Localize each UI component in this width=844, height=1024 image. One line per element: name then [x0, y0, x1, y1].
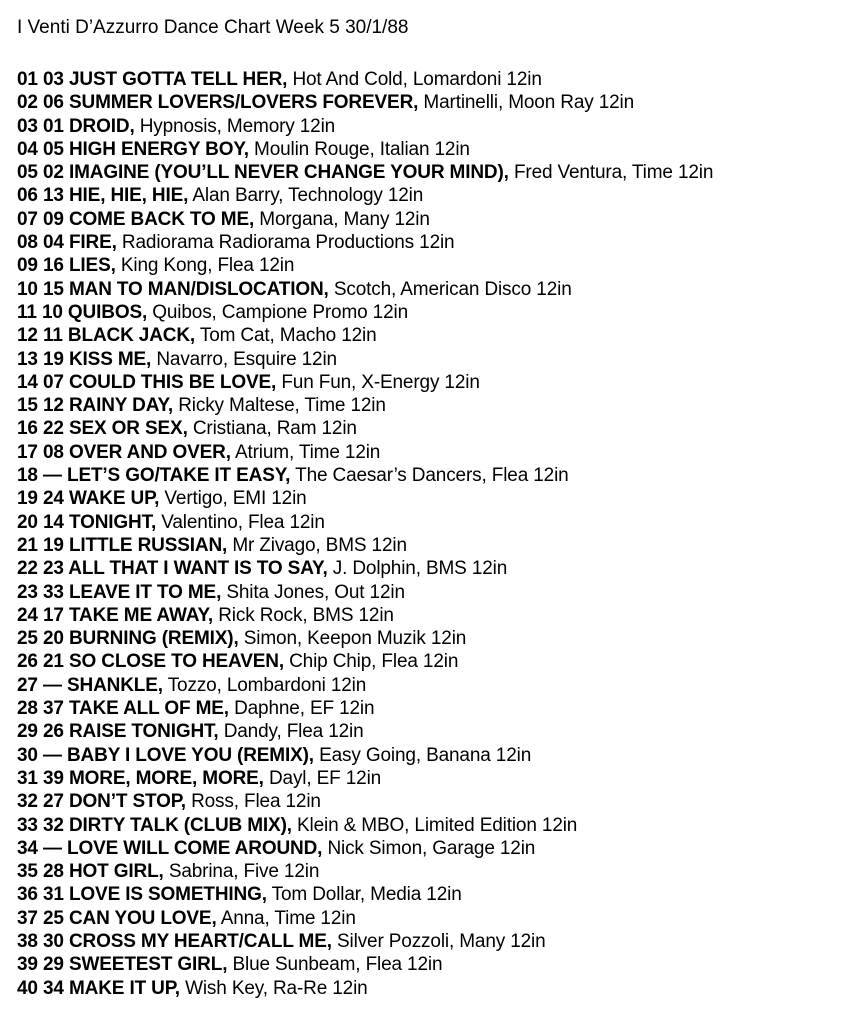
chart-entry	[17, 581, 838, 604]
entry-heading	[17, 558, 328, 579]
entry-previous-position: 31	[42, 884, 64, 906]
entry-song-title: HOT GIRL,	[68, 861, 164, 883]
entry-position: 10	[17, 278, 38, 300]
entry-previous-position: 39	[42, 767, 64, 789]
entry-position: 05	[17, 162, 38, 184]
entry-song-title: BURNING (REMIX),	[68, 628, 239, 650]
entry-song-title: WAKE UP,	[68, 488, 160, 510]
chart-entry	[17, 650, 838, 673]
entry-heading	[17, 116, 135, 137]
entry-heading	[17, 349, 151, 370]
entry-artist-label: Alan Barry, Technology 12in	[192, 185, 424, 207]
entry-position: 33	[17, 814, 38, 836]
entry-previous-position: 27	[42, 791, 64, 813]
chart-list	[17, 68, 838, 1000]
entry-song-title: BLACK JACK,	[67, 325, 196, 347]
entry-artist-label: Valentino, Flea 12in	[161, 511, 325, 533]
entry-previous-position: 03	[42, 69, 64, 90]
entry-position: 18	[17, 465, 38, 487]
entry-artist-label: Vertigo, EMI 12in	[164, 488, 307, 510]
entry-previous-position: 24	[42, 488, 64, 510]
entry-song-title: KISS ME,	[68, 348, 152, 370]
entry-position: 08	[17, 232, 38, 254]
entry-song-title: TONIGHT,	[68, 511, 157, 533]
entry-previous-position: 21	[42, 651, 64, 673]
entry-song-title: RAINY DAY,	[68, 395, 174, 417]
entry-heading	[17, 675, 163, 696]
entry-artist-label: Klein & MBO, Limited Edition 12in	[297, 814, 578, 836]
entry-heading	[17, 92, 418, 113]
entry-artist-label: Quibos, Campione Promo 12in	[152, 301, 409, 323]
entry-heading	[17, 838, 322, 859]
chart-entry	[17, 860, 838, 883]
chart-entry	[17, 138, 838, 161]
entry-heading	[17, 605, 213, 626]
chart-entry	[17, 883, 838, 906]
entry-previous-position: 26	[42, 721, 64, 743]
entry-artist-label: Hypnosis, Memory 12in	[139, 115, 336, 137]
entry-heading	[17, 209, 254, 230]
entry-song-title: LEAVE IT TO ME,	[68, 581, 222, 603]
entry-previous-position: 22	[42, 418, 64, 440]
entry-artist-label: Dayl, EF 12in	[268, 767, 382, 789]
entry-artist-label: Daphne, EF 12in	[234, 698, 375, 720]
entry-previous-position: 20	[42, 628, 64, 650]
chart-entry	[17, 487, 838, 510]
entry-heading	[17, 931, 332, 952]
chart-entry	[17, 627, 838, 650]
entry-position: 17	[17, 441, 38, 463]
entry-position: 21	[17, 534, 38, 556]
chart-entry	[17, 371, 838, 394]
entry-previous-position: 02	[42, 162, 64, 184]
entry-heading	[17, 139, 249, 160]
entry-heading	[17, 372, 276, 393]
entry-heading	[17, 395, 173, 416]
entry-previous-position: 01	[42, 115, 64, 137]
chart-entry	[17, 767, 838, 790]
entry-position: 09	[17, 255, 38, 277]
document-page	[17, 16, 838, 1000]
chart-entry	[17, 744, 838, 767]
entry-heading	[17, 628, 239, 649]
entry-artist-label: Ross, Flea 12in	[191, 791, 321, 813]
entry-song-title: RAISE TONIGHT,	[68, 721, 219, 743]
entry-heading	[17, 325, 195, 346]
chart-entry	[17, 790, 838, 813]
chart-entry	[17, 394, 838, 417]
entry-position: 27	[17, 674, 38, 696]
entry-artist-label: Mr Zivago, BMS 12in	[232, 534, 407, 556]
entry-position: 34	[17, 837, 38, 859]
entry-artist-label: Easy Going, Banana 12in	[319, 744, 532, 766]
chart-entry	[17, 254, 838, 277]
entry-song-title: CROSS MY HEART/CALL ME,	[68, 930, 332, 952]
entry-song-title: LET’S GO/TAKE IT EASY,	[66, 465, 291, 487]
entry-heading	[17, 582, 221, 603]
entry-position: 31	[17, 767, 38, 789]
entry-heading	[17, 721, 219, 742]
chart-entry	[17, 208, 838, 231]
entry-heading	[17, 185, 188, 206]
entry-heading	[17, 279, 329, 300]
entry-song-title: LIES,	[68, 255, 116, 277]
chart-entry	[17, 977, 838, 1000]
entry-song-title: SWEETEST GIRL,	[68, 954, 228, 976]
entry-heading	[17, 884, 267, 905]
entry-previous-position: 32	[42, 814, 64, 836]
entry-artist-label: Chip Chip, Flea 12in	[289, 651, 459, 673]
entry-heading	[17, 768, 264, 789]
entry-position: 19	[17, 488, 38, 510]
entry-artist-label: Wish Key, Ra-Re 12in	[185, 977, 368, 999]
entry-artist-label: Dandy, Flea 12in	[223, 721, 364, 743]
entry-artist-label: J. Dolphin, BMS 12in	[332, 558, 508, 580]
entry-artist-label: Cristiana, Ram 12in	[192, 418, 357, 440]
entry-previous-position: 05	[42, 138, 64, 160]
entry-previous-position: 37	[42, 698, 64, 720]
entry-song-title: ALL THAT I WANT IS TO SAY,	[68, 558, 328, 580]
chart-entry	[17, 604, 838, 627]
chart-entry	[17, 953, 838, 976]
entry-position: 38	[17, 930, 38, 952]
entry-position: 15	[17, 395, 38, 417]
entry-heading	[17, 815, 292, 836]
entry-artist-label: Tom Dollar, Media 12in	[271, 884, 462, 906]
entry-song-title: LOVE IS SOMETHING,	[68, 884, 267, 906]
entry-position: 37	[17, 907, 38, 929]
chart-entry	[17, 68, 838, 91]
entry-position: 06	[17, 185, 38, 207]
entry-previous-position: 19	[42, 348, 64, 370]
entry-heading	[17, 302, 147, 323]
page-title: I Venti D’Azzurro Dance Chart Week 5 30/1/88	[17, 17, 409, 38]
entry-artist-label: Martinelli, Moon Ray 12in	[423, 92, 635, 114]
entry-song-title: DROID,	[68, 115, 135, 137]
chart-entry	[17, 814, 838, 837]
entry-previous-position: 12	[42, 395, 64, 417]
chart-entry	[17, 441, 838, 464]
entry-heading	[17, 861, 164, 882]
entry-position: 03	[17, 115, 38, 137]
entry-position: 39	[17, 954, 38, 976]
entry-heading	[17, 745, 314, 766]
chart-entry	[17, 231, 838, 254]
entry-artist-label: Navarro, Esquire 12in	[156, 348, 337, 370]
chart-entry	[17, 697, 838, 720]
entry-position: 20	[17, 511, 38, 533]
entry-song-title: SUMMER LOVERS/LOVERS FOREVER,	[68, 92, 419, 114]
entry-artist-label: Silver Pozzoli, Many 12in	[337, 930, 546, 952]
entry-artist-label: King Kong, Flea 12in	[120, 255, 295, 277]
chart-entry	[17, 91, 838, 114]
entry-previous-position: 28	[42, 861, 64, 883]
chart-entry	[17, 324, 838, 347]
entry-position: 22	[17, 558, 38, 580]
entry-position: 11	[17, 301, 37, 323]
entry-artist-label: Moulin Rouge, Italian 12in	[254, 138, 470, 160]
entry-song-title: MORE, MORE, MORE,	[68, 767, 264, 789]
entry-position: 02	[17, 92, 38, 114]
chart-entry	[17, 674, 838, 697]
entry-song-title: DON’T STOP,	[68, 791, 186, 813]
entry-artist-label: Hot And Cold, Lomardoni 12in	[292, 69, 542, 90]
entry-heading	[17, 255, 116, 276]
entry-previous-position: —	[42, 465, 62, 487]
entry-song-title: IMAGINE (YOU’LL NEVER CHANGE YOUR MIND),	[68, 162, 509, 184]
entry-artist-label: Simon, Keepon Muzik 12in	[243, 628, 467, 650]
entry-previous-position: —	[42, 674, 62, 696]
entry-position: 26	[17, 651, 38, 673]
entry-heading	[17, 698, 229, 719]
entry-song-title: SO CLOSE TO HEAVEN,	[68, 651, 284, 673]
chart-entry	[17, 348, 838, 371]
entry-previous-position: 16	[42, 255, 64, 277]
entry-artist-label: Fred Ventura, Time 12in	[513, 162, 714, 184]
entry-heading	[17, 512, 156, 533]
entry-artist-label: Ricky Maltese, Time 12in	[178, 395, 386, 417]
entry-previous-position: 14	[42, 511, 64, 533]
chart-entry	[17, 534, 838, 557]
entry-song-title: TAKE ME AWAY,	[68, 604, 214, 626]
entry-position: 12	[17, 325, 38, 347]
entry-position: 24	[17, 604, 38, 626]
chart-entry	[17, 907, 838, 930]
entry-artist-label: Anna, Time 12in	[220, 907, 356, 929]
entry-position: 35	[17, 861, 38, 883]
entry-heading	[17, 442, 231, 463]
entry-position: 36	[17, 884, 38, 906]
entry-heading	[17, 791, 186, 812]
entry-position: 32	[17, 791, 38, 813]
entry-position: 40	[17, 977, 38, 999]
entry-heading	[17, 535, 227, 556]
entry-song-title: LOVE WILL COME AROUND,	[66, 837, 323, 859]
entry-artist-label: Morgana, Many 12in	[259, 208, 430, 230]
entry-previous-position: 07	[42, 371, 64, 393]
entry-song-title: MAKE IT UP,	[68, 977, 180, 999]
entry-position: 25	[17, 628, 38, 650]
entry-heading	[17, 651, 284, 672]
chart-entry	[17, 161, 838, 184]
chart-entry	[17, 115, 838, 138]
chart-entry	[17, 278, 838, 301]
entry-song-title: MAN TO MAN/DISLOCATION,	[68, 278, 329, 300]
entry-previous-position: 06	[42, 92, 64, 114]
entry-previous-position: 17	[42, 604, 64, 626]
entry-artist-label: Shita Jones, Out 12in	[226, 581, 405, 603]
entry-previous-position: 15	[42, 278, 64, 300]
entry-previous-position: 08	[42, 441, 64, 463]
entry-artist-label: Scotch, American Disco 12in	[333, 278, 572, 300]
entry-previous-position: 23	[42, 558, 64, 580]
entry-previous-position: 30	[42, 930, 64, 952]
entry-position: 30	[17, 744, 38, 766]
entry-previous-position: 11	[42, 325, 63, 347]
entry-song-title: HIGH ENERGY BOY,	[68, 138, 249, 160]
entry-previous-position: 29	[42, 954, 64, 976]
entry-heading	[17, 908, 217, 929]
entry-position: 14	[17, 371, 38, 393]
chart-entry	[17, 837, 838, 860]
entry-position: 07	[17, 208, 38, 230]
entry-previous-position: 25	[42, 907, 64, 929]
entry-song-title: DIRTY TALK (CLUB MIX),	[68, 814, 292, 836]
entry-artist-label: Atrium, Time 12in	[234, 441, 381, 463]
chart-entry	[17, 417, 838, 440]
chart-entry	[17, 464, 838, 487]
entry-position: 13	[17, 348, 38, 370]
chart-entry	[17, 720, 838, 743]
entry-previous-position: 33	[42, 581, 64, 603]
entry-song-title: COULD THIS BE LOVE,	[68, 371, 277, 393]
entry-artist-label: Radiorama Radiorama Productions 12in	[121, 232, 455, 254]
entry-position: 04	[17, 138, 38, 160]
entry-song-title: OVER AND OVER,	[68, 441, 231, 463]
entry-song-title: COME BACK TO ME,	[68, 208, 255, 230]
entry-song-title: SHANKLE,	[66, 674, 163, 696]
entry-previous-position: 09	[42, 208, 64, 230]
entry-song-title: CAN YOU LOVE,	[68, 907, 217, 929]
entry-previous-position: —	[42, 744, 62, 766]
entry-artist-label: Rick Rock, BMS 12in	[218, 604, 394, 626]
entry-heading	[17, 162, 509, 183]
entry-heading	[17, 488, 159, 509]
entry-artist-label: Fun Fun, X-Energy 12in	[281, 371, 480, 393]
entry-previous-position: 19	[42, 534, 64, 556]
entry-song-title: LITTLE RUSSIAN,	[68, 534, 228, 556]
entry-song-title: BABY I LOVE YOU (REMIX),	[66, 744, 314, 766]
entry-artist-label: Tozzo, Lombardoni 12in	[167, 674, 367, 696]
entry-song-title: QUIBOS,	[67, 301, 148, 323]
entry-artist-label: Sabrina, Five 12in	[168, 861, 320, 883]
chart-entry	[17, 301, 838, 324]
entry-song-title: TAKE ALL OF ME,	[68, 698, 229, 720]
entry-position: 29	[17, 721, 38, 743]
chart-entry	[17, 930, 838, 953]
entry-position: 01	[17, 69, 38, 90]
chart-entry	[17, 511, 838, 534]
entry-previous-position: 04	[42, 232, 64, 254]
entry-previous-position: 13	[42, 185, 64, 207]
entry-heading	[17, 418, 188, 439]
entry-song-title: JUST GOTTA TELL HER,	[68, 69, 288, 90]
entry-previous-position: 34	[42, 977, 64, 999]
chart-entry	[17, 184, 838, 207]
entry-song-title: SEX OR SEX,	[68, 418, 188, 440]
entry-heading	[17, 232, 117, 253]
entry-artist-label: Blue Sunbeam, Flea 12in	[232, 954, 443, 976]
entry-song-title: HIE, HIE, HIE,	[68, 185, 189, 207]
entry-artist-label: The Caesar’s Dancers, Flea 12in	[295, 465, 569, 487]
entry-heading	[17, 69, 287, 90]
entry-heading	[17, 978, 180, 999]
entry-heading	[17, 465, 290, 486]
entry-heading	[17, 954, 227, 975]
entry-position: 23	[17, 581, 38, 603]
chart-entry	[17, 557, 838, 580]
entry-previous-position: —	[42, 837, 62, 859]
entry-artist-label: Nick Simon, Garage 12in	[327, 837, 536, 859]
entry-artist-label: Tom Cat, Macho 12in	[199, 325, 377, 347]
entry-previous-position: 10	[41, 301, 63, 323]
entry-position: 28	[17, 698, 38, 720]
entry-song-title: FIRE,	[68, 232, 117, 254]
entry-position: 16	[17, 418, 38, 440]
